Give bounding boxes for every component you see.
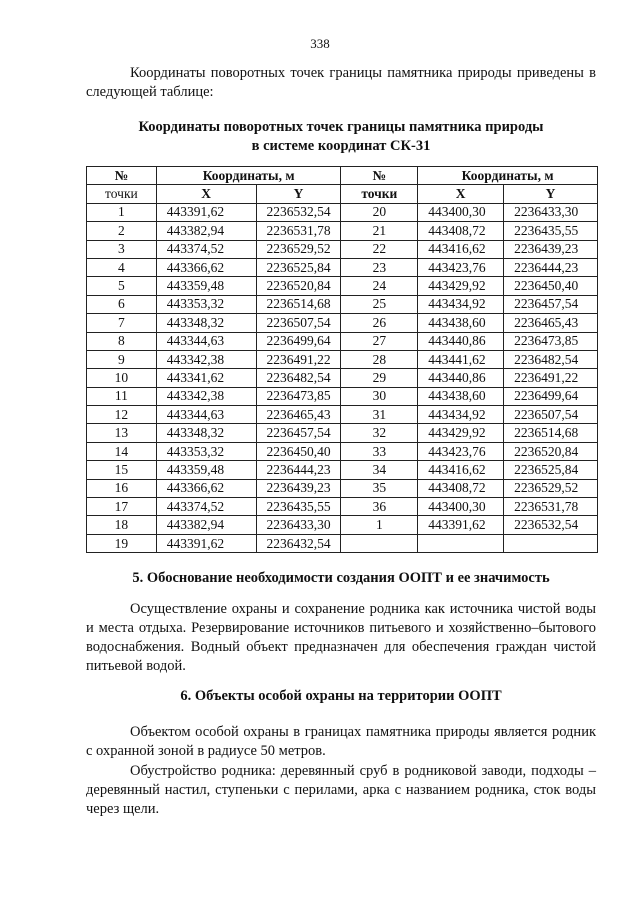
point-number-cell: 21 xyxy=(341,222,418,240)
point-number-cell: 14 xyxy=(87,442,157,460)
point-number-cell: 31 xyxy=(341,406,418,424)
y-coordinate-cell: 2236450,40 xyxy=(256,442,341,460)
y-coordinate-cell: 2236433,30 xyxy=(256,516,341,534)
point-number-cell: 10 xyxy=(87,369,157,387)
point-number-cell: 5 xyxy=(87,277,157,295)
y-coordinate-cell: 2236465,43 xyxy=(256,406,341,424)
point-number-cell: 1 xyxy=(341,516,418,534)
x-coordinate-cell: 443342,38 xyxy=(156,387,256,405)
y-coordinate-cell: 2236435,55 xyxy=(256,498,341,516)
y-coordinate-cell: 2236491,22 xyxy=(256,350,341,368)
y-coordinate-cell: 2236525,84 xyxy=(256,258,341,276)
y-coordinate-cell: 2236435,55 xyxy=(504,222,598,240)
table-row xyxy=(87,240,598,258)
coordinates-table xyxy=(86,166,598,553)
x-coordinate-cell: 443438,60 xyxy=(418,387,504,405)
point-number-cell: 12 xyxy=(87,406,157,424)
table-row xyxy=(87,442,598,460)
point-number-cell: 28 xyxy=(341,350,418,368)
y-coordinate-cell: 2236514,68 xyxy=(256,295,341,313)
table-row xyxy=(87,277,598,295)
point-number-cell: 16 xyxy=(87,479,157,497)
table-body xyxy=(87,203,598,552)
table-header-row-1 xyxy=(87,167,598,185)
x-coordinate-cell: 443353,32 xyxy=(156,442,256,460)
x-coordinate-cell: 443416,62 xyxy=(418,240,504,258)
section-6-paragraph-1: Объектом особой охраны в границах памятника природы является родник с охранной зоной в радиусе 50 метров. xyxy=(86,724,596,759)
x-coordinate-cell: 443353,32 xyxy=(156,295,256,313)
x-coordinate-cell: 443423,76 xyxy=(418,442,504,460)
section-6-heading: 6. Объекты особой охраны на территории ООПТ xyxy=(180,688,502,704)
table-row xyxy=(87,406,598,424)
point-number-cell: 25 xyxy=(341,295,418,313)
point-number-cell: 35 xyxy=(341,479,418,497)
x-coordinate-cell: 443408,72 xyxy=(418,479,504,497)
y-coordinate-cell: 2236473,85 xyxy=(504,332,598,350)
y-coordinate-cell: 2236444,23 xyxy=(256,461,341,479)
point-number-cell: 7 xyxy=(87,314,157,332)
x-coordinate-cell: 443416,62 xyxy=(418,461,504,479)
header-x-right: X xyxy=(418,185,504,203)
table-title-line-1: Координаты поворотных точек границы памятника природы xyxy=(138,119,544,135)
y-coordinate-cell: 2236507,54 xyxy=(504,406,598,424)
header-no-left: № xyxy=(87,167,157,185)
point-number-cell: 36 xyxy=(341,498,418,516)
x-coordinate-cell: 443391,62 xyxy=(156,534,256,552)
y-coordinate-cell: 2236482,54 xyxy=(256,369,341,387)
point-number-cell: 23 xyxy=(341,258,418,276)
section-5-heading: 5. Обоснование необходимости создания ООПТ и ее значимость xyxy=(132,570,550,586)
point-number-cell: 8 xyxy=(87,332,157,350)
header-points-right: точки xyxy=(341,185,418,203)
x-coordinate-cell: 443391,62 xyxy=(156,203,256,221)
x-coordinate-cell: 443359,48 xyxy=(156,277,256,295)
point-number-cell: 27 xyxy=(341,332,418,350)
y-coordinate-cell: 2236499,64 xyxy=(256,332,341,350)
point-number-cell: 29 xyxy=(341,369,418,387)
x-coordinate-cell: 443374,52 xyxy=(156,240,256,258)
x-coordinate-cell: 443359,48 xyxy=(156,461,256,479)
x-coordinate-cell: 443440,86 xyxy=(418,332,504,350)
point-number-cell: 19 xyxy=(87,534,157,552)
y-coordinate-cell: 2236457,54 xyxy=(256,424,341,442)
table-title-line-2: в системе координат СК-31 xyxy=(251,138,431,154)
table-row xyxy=(87,203,598,221)
y-coordinate-cell: 2236499,64 xyxy=(504,387,598,405)
point-number-cell: 34 xyxy=(341,461,418,479)
y-coordinate-cell: 2236532,54 xyxy=(504,516,598,534)
table-row xyxy=(87,314,598,332)
y-coordinate-cell xyxy=(504,534,598,552)
header-no-right: № xyxy=(341,167,418,185)
point-number-cell: 30 xyxy=(341,387,418,405)
point-number-cell: 26 xyxy=(341,314,418,332)
table-row xyxy=(87,534,598,552)
page-number: 338 xyxy=(310,36,330,51)
y-coordinate-cell: 2236507,54 xyxy=(256,314,341,332)
header-y-left: Y xyxy=(256,185,341,203)
x-coordinate-cell: 443429,92 xyxy=(418,424,504,442)
table-row xyxy=(87,424,598,442)
x-coordinate-cell: 443440,86 xyxy=(418,369,504,387)
table-row xyxy=(87,498,598,516)
y-coordinate-cell: 2236520,84 xyxy=(256,277,341,295)
point-number-cell: 20 xyxy=(341,203,418,221)
x-coordinate-cell: 443400,30 xyxy=(418,498,504,516)
x-coordinate-cell: 443348,32 xyxy=(156,314,256,332)
y-coordinate-cell: 2236529,52 xyxy=(504,479,598,497)
point-number-cell xyxy=(341,534,418,552)
table-title xyxy=(86,118,596,156)
point-number-cell: 18 xyxy=(87,516,157,534)
table-row xyxy=(87,516,598,534)
x-coordinate-cell: 443344,63 xyxy=(156,332,256,350)
x-coordinate-cell: 443366,62 xyxy=(156,479,256,497)
table-row xyxy=(87,461,598,479)
x-coordinate-cell: 443408,72 xyxy=(418,222,504,240)
point-number-cell: 22 xyxy=(341,240,418,258)
x-coordinate-cell: 443366,62 xyxy=(156,258,256,276)
header-coords-right: Координаты, м xyxy=(418,167,598,185)
x-coordinate-cell: 443423,76 xyxy=(418,258,504,276)
x-coordinate-cell: 443429,92 xyxy=(418,277,504,295)
y-coordinate-cell: 2236529,52 xyxy=(256,240,341,258)
x-coordinate-cell: 443374,52 xyxy=(156,498,256,516)
x-coordinate-cell: 443438,60 xyxy=(418,314,504,332)
table-row xyxy=(87,479,598,497)
y-coordinate-cell: 2236439,23 xyxy=(504,240,598,258)
point-number-cell: 4 xyxy=(87,258,157,276)
y-coordinate-cell: 2236482,54 xyxy=(504,350,598,368)
x-coordinate-cell: 443341,62 xyxy=(156,369,256,387)
point-number-cell: 3 xyxy=(87,240,157,258)
table-row xyxy=(87,222,598,240)
point-number-cell: 15 xyxy=(87,461,157,479)
y-coordinate-cell: 2236473,85 xyxy=(256,387,341,405)
point-number-cell: 33 xyxy=(341,442,418,460)
header-x-left: X xyxy=(156,185,256,203)
y-coordinate-cell: 2236532,54 xyxy=(256,203,341,221)
x-coordinate-cell: 443441,62 xyxy=(418,350,504,368)
y-coordinate-cell: 2236525,84 xyxy=(504,461,598,479)
x-coordinate-cell: 443382,94 xyxy=(156,222,256,240)
intro-paragraph: Координаты поворотных точек границы памятника природы приведены в следующей таблице: xyxy=(86,65,596,100)
x-coordinate-cell: 443434,92 xyxy=(418,295,504,313)
x-coordinate-cell: 443344,63 xyxy=(156,406,256,424)
y-coordinate-cell: 2236444,23 xyxy=(504,258,598,276)
x-coordinate-cell: 443382,94 xyxy=(156,516,256,534)
y-coordinate-cell: 2236432,54 xyxy=(256,534,341,552)
point-number-cell: 11 xyxy=(87,387,157,405)
section-6-paragraph-2: Обустройство родника: деревянный сруб в родниковой заводи, подходы – деревянный настил, ступеньки с перилами, арка с названием родника, сток воды через щели. xyxy=(86,763,596,817)
table-header-row-2 xyxy=(87,185,598,203)
point-number-cell: 17 xyxy=(87,498,157,516)
header-y-right: Y xyxy=(504,185,598,203)
table-row xyxy=(87,258,598,276)
table-row xyxy=(87,369,598,387)
point-number-cell: 6 xyxy=(87,295,157,313)
table-row xyxy=(87,350,598,368)
y-coordinate-cell: 2236531,78 xyxy=(256,222,341,240)
x-coordinate-cell: 443391,62 xyxy=(418,516,504,534)
y-coordinate-cell: 2236450,40 xyxy=(504,277,598,295)
x-coordinate-cell: 443342,38 xyxy=(156,350,256,368)
x-coordinate-cell xyxy=(418,534,504,552)
section-5-paragraph: Осуществление охраны и сохранение родника как источника чистой воды и места отдыха. Резервирование источников питьевого и хозяйственно–бытового водоснабжения. Водный объект предназначен для обеспечения граждан чистой питьевой водой. xyxy=(86,601,596,674)
x-coordinate-cell: 443434,92 xyxy=(418,406,504,424)
x-coordinate-cell: 443348,32 xyxy=(156,424,256,442)
y-coordinate-cell: 2236514,68 xyxy=(504,424,598,442)
point-number-cell: 24 xyxy=(341,277,418,295)
y-coordinate-cell: 2236433,30 xyxy=(504,203,598,221)
header-points-left: точки xyxy=(87,185,157,203)
point-number-cell: 1 xyxy=(87,203,157,221)
point-number-cell: 13 xyxy=(87,424,157,442)
y-coordinate-cell: 2236520,84 xyxy=(504,442,598,460)
point-number-cell: 32 xyxy=(341,424,418,442)
y-coordinate-cell: 2236491,22 xyxy=(504,369,598,387)
y-coordinate-cell: 2236439,23 xyxy=(256,479,341,497)
y-coordinate-cell: 2236465,43 xyxy=(504,314,598,332)
table-row xyxy=(87,332,598,350)
table-row xyxy=(87,387,598,405)
y-coordinate-cell: 2236457,54 xyxy=(504,295,598,313)
x-coordinate-cell: 443400,30 xyxy=(418,203,504,221)
header-coords-left: Координаты, м xyxy=(156,167,341,185)
point-number-cell: 9 xyxy=(87,350,157,368)
table-row xyxy=(87,295,598,313)
point-number-cell: 2 xyxy=(87,222,157,240)
y-coordinate-cell: 2236531,78 xyxy=(504,498,598,516)
